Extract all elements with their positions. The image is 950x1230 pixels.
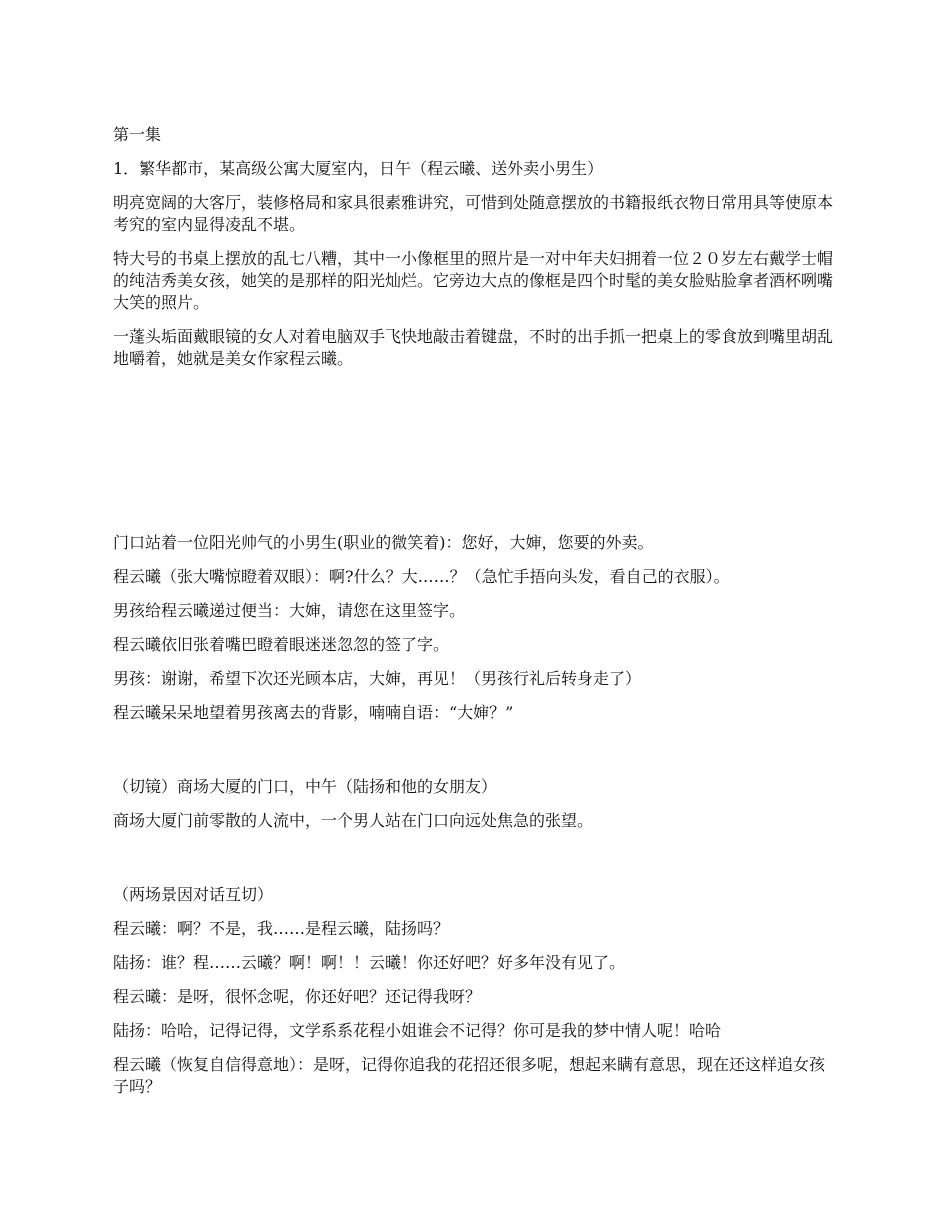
scene-heading: （切镜）商场大厦的门口，中午（陆扬和他的女朋友） xyxy=(113,777,498,796)
dialogue-line: 陆扬：谁？程……云曦？啊！啊！！云曦！你还好吧？好多年没有见了。 xyxy=(113,953,626,972)
document-body xyxy=(113,124,840,1110)
dialogue-line: 程云曦：是呀，很怀念呢，你还好吧？还记得我呀？ xyxy=(113,987,482,1006)
script-line: 门口站着一位阳光帅气的小男生(职业的微笑着)：您好，大婶，您要的外卖。 xyxy=(113,533,654,552)
blank-space xyxy=(113,382,840,532)
episode-title: 第一集 xyxy=(113,125,162,144)
dialogue-line: 程云曦：啊？不是，我……是程云曦，陆扬吗？ xyxy=(113,919,450,938)
paragraph: 商场大厦门前零散的人流中，一个男人站在门口向远处焦急的张望。 xyxy=(113,811,594,830)
dialogue-line: 陆扬：哈哈，记得记得，文学系系花程小姐谁会不记得？你可是我的梦中情人呢！哈哈 xyxy=(113,1021,722,1040)
paragraph: 特大号的书桌上摆放的乱七八糟，其中一小像框里的照片是一对中年夫妇拥着一位２０岁左右戴学士帽的纯洁秀美女孩，她笑的是那样的阳光灿烂。它旁边大点的像框是四个时髦的美女脸贴脸拿者酒杯咧嘴大笑的照片。 xyxy=(113,249,834,312)
scene-heading: 1．繁华都市，某高级公寓大厦室内，日午（程云曦、送外卖小男生） xyxy=(113,159,604,178)
script-line: 程云曦呆呆地望着男孩离去的背影，喃喃自语：“大婶？” xyxy=(113,703,514,722)
script-line: 男孩给程云曦递过便当：大婶，请您在这里签字。 xyxy=(113,601,466,620)
script-line: 程云曦依旧张着嘴巴瞪着眼迷迷忽忽的签了字。 xyxy=(113,635,450,654)
dialogue-line: 程云曦（恢复自信得意地）：是呀，记得你追我的花招还很多呢，想起来瞒有意思，现在还这样追女孩子吗？ xyxy=(113,1055,826,1096)
paragraph: 一蓬头垢面戴眼镜的女人对着电脑双手飞快地敲击着键盘，不时的出手抓一把桌上的零食放到嘴里胡乱地嚼着，她就是美女作家程云曦。 xyxy=(113,327,834,368)
script-line: 程云曦（张大嘴惊瞪着双眼）：啊?什么？大……？（急忙手捂向头发，看自己的衣服）。 xyxy=(113,567,730,586)
crosscut-note: （两场景因对话互切） xyxy=(113,885,274,904)
blank-space xyxy=(113,844,840,884)
script-line: 男孩：谢谢，希望下次还光顾本店，大婶，再见！（男孩行礼后转身走了） xyxy=(113,669,642,688)
paragraph: 明亮宽阔的大客厅，装修格局和家具很素雅讲究，可惜到处随意摆放的书籍报纸衣物日常用具等使原本考究的室内显得凌乱不堪。 xyxy=(113,193,834,234)
blank-space xyxy=(113,736,840,776)
